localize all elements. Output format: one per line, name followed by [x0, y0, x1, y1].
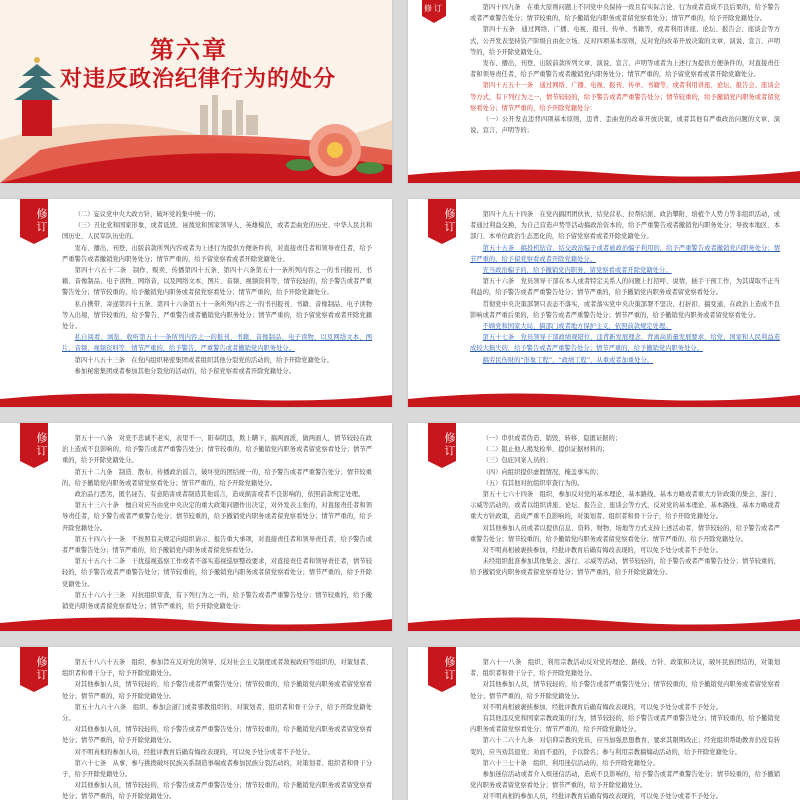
paragraph: 对不明真相的参加人员，经批评教育后确有悔改表现的，可以免予处分或者不予处分。 — [482, 793, 722, 800]
slide-article-58-63[interactable] — [0, 423, 392, 631]
paragraph: 第四十八五十三条 在党内组织秘密集团或者组织其他分裂党的活动的，给予开除党籍处分。 — [74, 356, 333, 364]
paragraph: （三）包庇同案人员的； — [482, 457, 552, 465]
slide-article-68-70[interactable] — [408, 647, 800, 800]
paragraph: 搞劳民伤财的“形象工程”、“政绩工程”，从重或者加重处分。 — [482, 356, 654, 364]
red-wave-decoration — [0, 611, 392, 631]
paragraph: 第五十九六十六条 组织、参加会道门或者邪教组织的，对策划者、组织者和骨干分子，给予开除党籍处分。 — [62, 703, 372, 723]
revision-tag: 修订 — [20, 647, 48, 685]
paragraph: 参加秘密集团或者参加其他分裂党的活动的，给予留党察看或者开除党籍处分。 — [74, 367, 295, 375]
slide-body — [62, 433, 372, 612]
paragraph: 政治品行恶劣，匿名诬告，有意陷害或者制造其他谣言，造成损害或者不良影响的，依照前款规定处理。 — [74, 491, 365, 499]
paragraph: （五）有其他对抗组织审查行为的。 — [482, 479, 584, 487]
revision-tag: 修订 — [20, 423, 48, 461]
paragraph: 私自携带、寄递第四十五条、第四十六条第五十一条所列内容之一的书刊报刊、书籍、音像制品、电子读物等入出境，情节较重的，给予警告、严重警告或者撤销党内职务处分；情节严重的，给予留党察看或者开除党籍处分。 — [62, 300, 372, 331]
slide-article-49-51[interactable] — [408, 0, 800, 183]
cover-slide[interactable] — [0, 0, 392, 183]
paragraph: 第四十五条 通过网络、广播、电视、报刊、传单、书籍等，或者利用讲座、论坛、报告会、座谈会等方式，公开发表坚持资产阶级自由化立场、反对四项基本原则，反对党的改革开放决策的文章、演说、宣言、声明等的，给予开除党籍处分。 — [470, 26, 780, 56]
red-wave-decoration — [408, 611, 800, 631]
paragraph: 私自阅看、浏览、收听第五十一条所列内容之一的报刊、书籍、音像制品、电子读物，以及网络文本、图片、音频、视频资料等，情节严重的，给予警告、严重警告或者撤销党内职务处分。 — [62, 334, 372, 353]
revision-tag: 修订 — [422, 0, 446, 16]
paragraph: 有其他违反党和国家宗教政策的行为，情节较轻的，给予警告或者严重警告处分；情节较重的，给予撤销党内职务或者留党察看处分；情节严重的，给予开除党籍处分。 — [470, 715, 780, 734]
paragraph: 贯彻党中央决策部署只表态不落实，或者落实党中央决策部署不坚决，打折扣、搞变通，在政治上造成不良影响或者严重后果的，给予警告或者严重警告处分；情节严重的，给予撤销党内职务或者留党察看处分。 — [470, 300, 780, 319]
slide-body — [62, 209, 372, 377]
slide-article-64[interactable] — [408, 423, 800, 631]
paragraph: 第六十七条 从事、参与挑拨破坏民族关系制造事端或者参加民族分裂活动的，对策划者、组织者和骨干分子，给予开除党籍处分。 — [62, 759, 372, 779]
paragraph: 发布、播出、刊登、出版前款所列内容或者为上述行为提供方便条件的，对直接责任者和领导责任者，给予严重警告或者撤销党内职务处分；情节严重的，给予留党察看或者开除党籍处分。 — [62, 244, 372, 263]
paragraph: 第六十三七十条 组织、利用迷信活动的，给予开除党籍处分。 — [482, 759, 659, 767]
slide-body — [62, 657, 372, 800]
paragraph: 第六十二六十九条 对信仰宗教的党员，应当加强思想教育，要求其限期改正；经党组织帮助教育仍没有转变的，应当劝其退党；劝而不退的，予以除名；参与利用宗教搞煽动活动的，给予开除党籍处分。 — [470, 737, 780, 756]
slide-body — [470, 209, 780, 366]
paragraph: 充当政治骗子的，给予撤销党内职务、留党察看或者开除党籍处分。 — [482, 267, 672, 275]
paragraph: 第五十五六十二条 干扰巡视巡察工作或者不落实巡视巡察整改要求，对直接责任者和领导责任者，情节较轻的，给予警告或者严重警告处分；情节较重的，给予撤销党内职务或者留党察看处分；情节严重的，给予开除党籍处分。 — [62, 558, 372, 588]
paragraph: 第五十三六十条 擅自对应当由党中央决定的重大政策问题作出决定，对外发表主张的，对直接责任者和领导责任者，给予警告或者严重警告处分；情节较重的，给予撤销党内职务或者留党察看处分；情节严重的，给予开除党籍处分。 — [62, 502, 372, 532]
paragraph: 第五十一八条 对党不忠诚不老实，表里不一，阳奉阴违，欺上瞒下，搞两面派，做两面人，情节较轻在政治上造成不良影响的，给予警告或者严重警告处分；情节较重的，给予撤销党内职务或者留党察看处分；情节严重的，给予开除党籍处分。 — [62, 435, 372, 465]
paragraph: 未经组织批准参加其他集会、游行、示威等活动，情节较轻的，给予警告或者严重警告处分；情节较重的，给予撤销党内职务或者留党察看处分；情节严重的，给予开除党籍处分。 — [470, 558, 780, 577]
paragraph: 对不明真相的参加人员，经批评教育后确有悔改表现的，可以免予处分或者不予处分。 — [74, 748, 314, 756]
paragraph: 发布、播出、刊登、出版前款所列文章、演说、宣言、声明等或者为上述行为提供方便条件的，对直接责任者和领导责任者，给予严重警告或者撤销党内职务处分；情节严重的，给予留党察看或者开除党籍处分。 — [470, 60, 780, 79]
red-wave-decoration — [0, 387, 392, 407]
paragraph: （一）公开发表违背四项基本原则，违背、歪曲党的改革开放决策，或者其他有严重政治问题的文章、演说、宣言、声明等的； — [470, 116, 780, 135]
red-wave-decoration — [408, 387, 800, 407]
paragraph: 第五十八六十五条 组织、参加旨在反对党的领导、反对社会主义制度或者敌视政府等组织的，对策划者、组织者和骨干分子，给予开除党籍处分。 — [62, 659, 372, 678]
paragraph: 第四十四九条 在重大原则问题上不同党中央保持一致且有实际言论、行为或者造成不良后果的，给予警告或者严重警告处分；情节较重的，给予撤销党内职务或者留党察看处分；情节严重的，给予开除党籍处分。 — [470, 4, 780, 23]
chapter-heading: 第六章 — [150, 36, 228, 64]
revision-tag: 修订 — [428, 423, 456, 461]
revision-tag: 修订 — [20, 199, 48, 237]
slide-body — [470, 433, 780, 579]
paragraph: （一）串供或者伪造、销毁、转移、隐匿证据的； — [482, 435, 622, 442]
paragraph: 第五十四六十一条 不按照有关规定向组织请示、报告重大事项，对直接责任者和领导责任者，给予警告或者严重警告处分；情节严重的，给予撤销党内职务或者留党察看处分。 — [62, 535, 372, 555]
chapter-title: 对违反政治纪律行为的处分 — [60, 67, 337, 92]
paragraph: 对其他参加人员或者以提供信息、资料、财物、场地等方式支持上述活动者，情节较轻的，给予警告或者严重警告处分；情节较重的，给予撤销党内职务或者留党察看处分；情节严重的，给予开除党籍处分。 — [470, 524, 780, 543]
paragraph: 第五十七条 党员领导干部政绩观错位，违背新发展理念、背离高质量发展要求，给党、国家和人民利益造成较大损失的，给予警告或者严重警告处分；情节严重的，给予撤销党内职务处分。 — [470, 334, 780, 353]
paragraph: 第四十五五十一条 通过网络、广播、电视、报刊、传单、书籍等，或者利用讲座、论坛、报告会、座谈会等方式，有下列行为之一，情节较轻的，给予警告或者严重警告处分；情节较重的，给予撤销党内职务或者留党察看处分；情节严重的，给予开除党籍处分： — [470, 82, 780, 112]
red-wave-decoration — [408, 163, 800, 183]
paragraph: 第五十五条 搞投机钻营、结交政治骗子或者被政治骗子利用的，给予严重警告或者撤销党内职务处分；情节严重的，给予留党察看或者开除党籍处分。 — [470, 244, 780, 263]
paragraph: 第五十二九条 制造、散布、传播政治谣言，破坏党的团结统一的，给予警告或者严重警告处分；情节较重的，给予撤销党内职务或者留党察看处分；情节严重的，给予开除党籍处分。 — [62, 468, 372, 487]
paragraph: 对不明真相被裹挟参加，经批评教育后确有悔改表现的，可以免予处分或者不予处分。 — [482, 547, 722, 555]
revision-tag: 修订 — [428, 199, 456, 237]
paragraph: 第四十六五十二条 制作、贩卖、传播第四十五条、第四十六条第五十一条所列内容之一的书刊报刊、书籍、音像制品、电子读物、网络音，以及网络文本、图片、音频、视频资料等，情节较轻的，给予警告或者严重警告处分；情节较重的，给予撤销党内职务或者留党察看处分；情节严重的，给予开除党籍处分。 — [62, 267, 372, 297]
revision-tag: 修订 — [428, 647, 456, 685]
paragraph: 第五十七六十四条 组织、参加反对党的基本理论、基本路线、基本方略或者重大方针政策的集会、游行、示威等活动的，或者以组织讲座、论坛、报告会、座谈会等方式，反对党的基本理论、基本路线、基本方略或者重大方针政策，造成严重不良影响的，对策划者、组织者和骨干分子，给予开除党籍处分。 — [470, 491, 780, 521]
paragraph: 第六十一八条 组织、利用宗教活动反对党的理论、路线、方针、政策和决议，破坏民族团结的，对策划者、组织者和骨干分子，给予开除党籍处分。 — [470, 659, 780, 678]
slide-article-52-53[interactable] — [0, 199, 392, 407]
paragraph: 参加迷信活动或者介入殡迷信活动，造成不良影响的，给予警告或者严重警告处分；情节较重的，给予撤销党内职务或者留党察看处分；情节严重的，给予开除党籍处分。 — [470, 771, 780, 790]
slide-article-65-67[interactable] — [0, 647, 392, 800]
paragraph: 第五十六条 党员领导干部在本人或者特定关系人的问题上打招呼、说情，插手干预工作，为其谋取不正当利益的，给予警告或者严重警告处分；情节严重的，给予撤销党内职务或者留党察看处分。 — [470, 278, 780, 297]
paragraph: 不顾党和国家大局，搞部门或者地方保护主义，依照前款规定处理。 — [482, 323, 672, 331]
paragraph: 对其他参加人员，情节较轻的，给予警告或者严重警告处分；情节较重的，给予撤销党内职务或者留党察看处分；情节严重的，给予开除党籍处分。 — [62, 726, 372, 745]
paragraph: （二）阻止他人揭发检举、提供证据材料的； — [482, 446, 609, 454]
paragraph: 对其他参加人员，情节较轻的，给予警告或者严重警告处分；情节较重的，给予撤销党内职务或者留党察看处分；情节严重的，给予开除党籍处分。 — [470, 681, 780, 700]
slide-body — [470, 657, 780, 800]
paragraph: 对其他参加人员，情节较轻的，给予警告或者严重警告处分；情节较重的，给予撤销党内职务或者留党察看处分；情节严重的，给予开除党籍处分。 — [62, 681, 372, 700]
slide-article-54-57[interactable] — [408, 199, 800, 407]
paragraph: 对不明真相被裹挟参加，经批评教育后确有悔改表现的，可以免予处分或者不予处分。 — [482, 703, 722, 711]
paragraph: 对其他参加人员，情节较轻的，给予警告或者严重警告处分；情节较重的，给予撤销党内职务或者留党察看处分；情节严重的，给予开除党籍处分。 — [62, 782, 372, 800]
paragraph: 第四十九五十四条 在党内搞团团伙伙、结党营私、拉帮结派、政治攀附，培植个人势力等非组织活动，或者通过利益交换，为自己营造声势等活动搞政治资本的，给予严重警告或者撤销党内职务处分；导致本地区、本部门、本单位政治生态恶化的，给予留党察看或者开除党籍处分。 — [470, 211, 780, 241]
paragraph: （三）丑化党和国家形象，或者诋毁、诬蔑党和国家领导人、英雄模范，或者歪曲党的历史、中华人民共和国历史、人民军队历史的。 — [62, 222, 372, 241]
paragraph: 第五十六六十三条 对抗组织审查，有下列行为之一的，给予警告或者严重警告处分；情节较重的，给予撤销党内职务或者留党察看处分；情节严重的，给予开除党籍处分： — [62, 591, 372, 611]
paragraph: （二）妄议党中央大政方针，破坏党的集中统一的； — [74, 211, 220, 218]
paragraph: （四）向组织提供虚假情况，掩盖事实的； — [482, 468, 603, 476]
slide-body — [470, 2, 780, 136]
